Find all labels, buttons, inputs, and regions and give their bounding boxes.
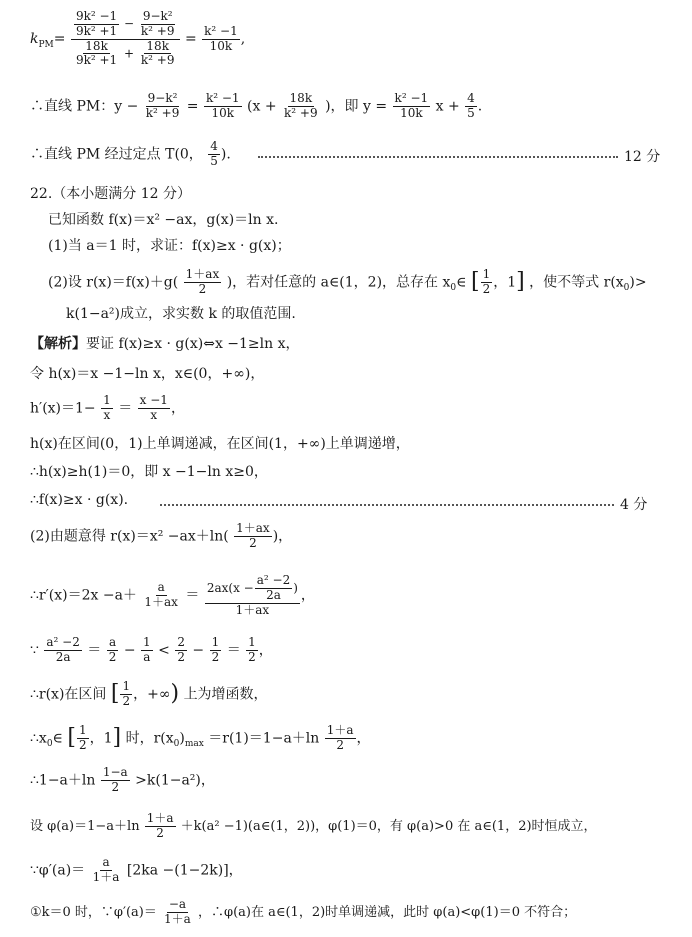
q22-part1: (1)当 a＝1 时，求证：f(x)≥x · g(x)； <box>48 238 291 254</box>
dotted-leader <box>258 156 618 158</box>
solution-line-1: 【解析】要证 f(x)≥x · g(x)⇔x −1≥ln x， <box>30 336 300 352</box>
kpm-lhs: $k_{PM}$ <box>30 31 54 50</box>
kpm-result-fraction: $\frac{\text{k² −1}}{10k}$ <box>204 23 238 53</box>
solution-line-8: ∴r′(x)＝2x −a＋ $\frac{a}{1+ax}$ ＝ 2ax(x − $\frac{\text{a² −2}}{2a}$ ) 1＋ax ， <box>30 573 315 617</box>
kpm-equation: $k_{PM}=$ $\frac{\text{9k² −1}}{\text{9k² +1}}$ − $\frac{\text{9−k²}}{\text{k² +9}}$ $\frac{18k}{\text{9k² +1}}$ + $\frac{18k}{\text{k² +9}}$ = $\frac{\text{k² −1}}{10k}$ , <box>30 9 246 68</box>
solution-line-13: 设 φ(a)＝1−a＋ln $\frac{1+a}{2}$ ＋k(a² −1)(a∈(1，2))，φ(1)＝0，有 φ(a)>0 在 a∈(1，2)时恒成立， <box>30 811 597 840</box>
q22-part2-cont: k(1−a²)成立，求实数 k 的取值范围. <box>66 306 296 322</box>
solution-line-14: ∵φ′(a)＝ $\frac{a}{1+a}$ [2ka −(1−2k)]， <box>30 855 243 884</box>
fixed-point-line: ∴直线 PM 经过定点 T(0， $\frac{4}{5}$ ). <box>30 139 231 168</box>
solution-line-11: $\therefore x_0\in$ [ $\frac{1}{2}$ ，1] 时，$r(x_0)_{max} =r(1)=1-a+\ln$ $\frac{1+a}{2}$ ， <box>30 723 371 752</box>
solution-line-10: ∴r(x)在区间 [ $\frac{1}{2}$ ，+∞) 上为增函数， <box>30 679 268 708</box>
q22-part2: (2)设 r(x)＝f(x)＋g( $\frac{1+ax}{2}$ )，若对任意的 a∈(1，2)，总存在 $x_0\in$ [ $\frac{1}{2}$ ，1] ，使不等式 $r(x_0)>$ <box>48 267 647 296</box>
q22-title: 22.（本小题满分 12 分） <box>30 186 191 202</box>
dotted-leader-2 <box>160 504 614 506</box>
line-pm-equation: ∴直线 PM：y − $\frac{\text{9−k²}}{\text{k² +9}}$ = $\frac{\text{k² −1}}{10k}$ (x + $\frac{18k}{\text{k² +9}}$ )，即 y = $\frac{\text{k² −1}}{10k}$ x + $\frac{4}{5}$ . <box>30 91 483 120</box>
q22-given: 已知函数 f(x)＝x² −ax，g(x)＝ln x. <box>48 212 279 228</box>
solution-line-7: (2)由题意得 r(x)＝x² −ax＋ln( $\frac{1+ax}{2}$ )， <box>30 521 293 550</box>
solution-line-12: ∴1−a＋ln $\frac{1-a}{2}$ >k(1−a²)， <box>30 765 215 794</box>
analysis-tag: 【解析】 <box>30 336 86 352</box>
solution-line-5: ∴h(x)≥h(1)＝0，即 x −1−ln x≥0， <box>30 464 268 480</box>
score-12: 12 分 <box>624 149 661 165</box>
solution-line-6: ∴f(x)≥x · g(x). <box>30 492 129 508</box>
kpm-main-fraction: $\frac{\text{9k² −1}}{\text{9k² +1}}$ − $\frac{\text{9−k²}}{\text{k² +9}}$ $\frac{18k}{\text{9k² +1}}$ + $\frac{18k}{\text{k² +9}}$ <box>71 10 180 68</box>
solution-line-2: 令 h(x)＝x −1−ln x，x∈(0，+∞)， <box>30 366 265 382</box>
score-4: 4 分 <box>620 497 648 513</box>
solution-line-9: ∵ $\frac{\text{a² −2}}{2a}$ ＝ $\frac{a}{2}$ − $\frac{1}{a}$ < $\frac{2}{2}$ − $\frac{1}{2}$ ＝ $\frac{1}{2}$ ， <box>30 635 273 664</box>
solution-line-4: h(x)在区间(0，1)上单调递减，在区间(1，+∞)上单调递增， <box>30 436 410 452</box>
solution-line-3: h′(x)＝1− $\frac{1}{x}$ ＝ $\frac{x -1}{x}$ ， <box>30 393 185 422</box>
solution-line-15: ①k＝0 时，∵φ′(a)＝ $\frac{-a}{1+a}$ ，∴φ(a)在 a∈(1，2)时单调递减，此时 φ(a)<φ(1)＝0 不符合； <box>30 897 577 926</box>
